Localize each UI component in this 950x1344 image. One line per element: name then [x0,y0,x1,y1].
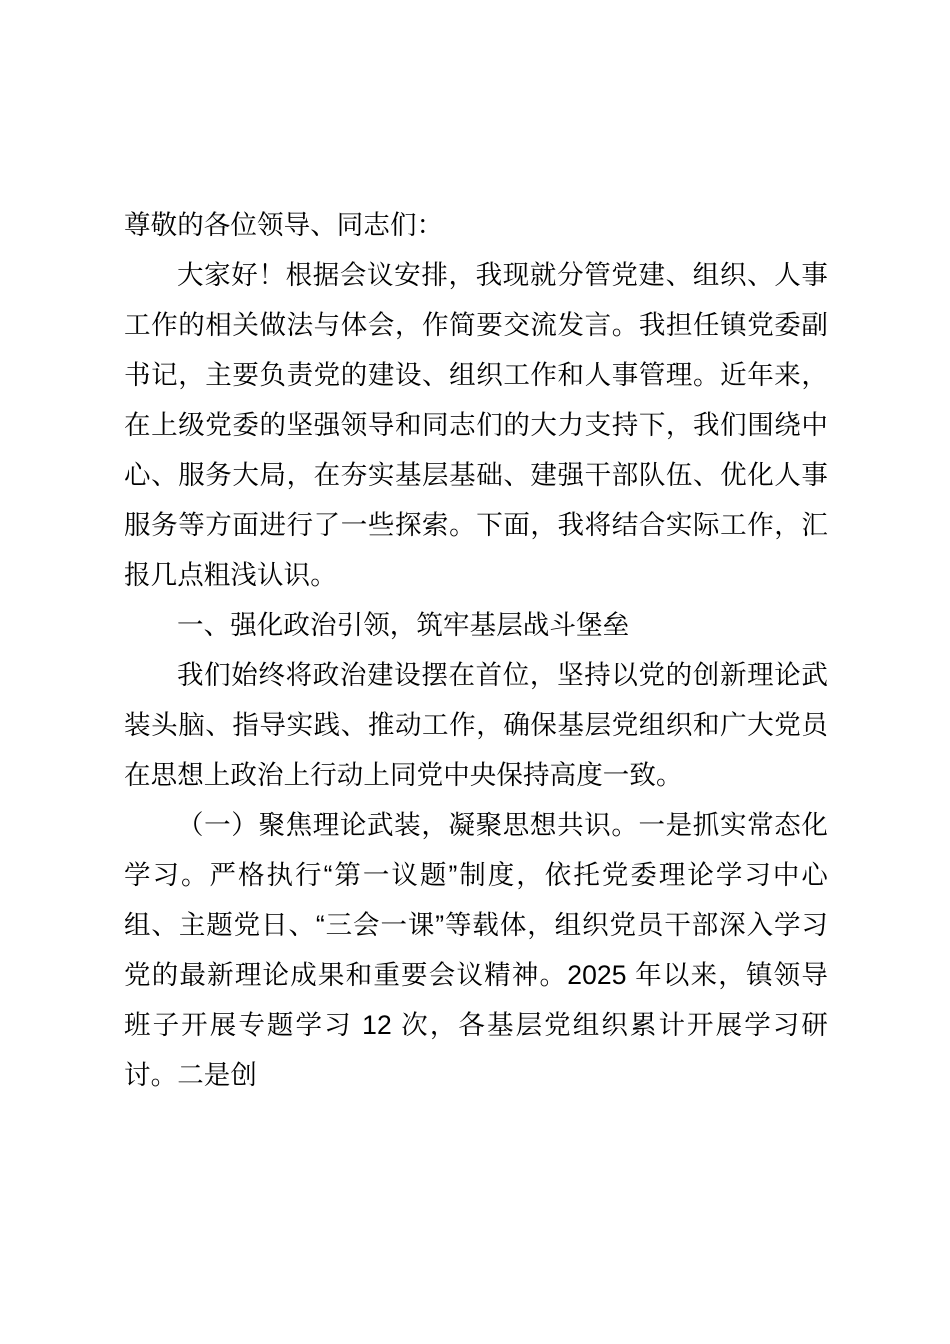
salutation-line: 尊敬的各位领导、同志们： [124,210,444,240]
subsection-1-1-paragraph: （一）聚焦理论武装，凝聚思想共识。一是抓实常态化学习。严格执行“第一议题”制度，依托党委理论学习中心组、主题党日、“三会一课”等载体，组织党员干部深入学习党的最新理论成果和重要会议精神。2025 年以来，镇领导班子开展专题学习 12 次，各基层党组织累计开展学习研讨。二是创 [124,810,828,1090]
document-content [124,0,828,1100]
opening-paragraph: 大家好！根据会议安排，我现就分管党建、组织、人事工作的相关做法与体会，作简要交流发言。我担任镇党委副书记，主要负责党的建设、组织工作和人事管理。近年来，在上级党委的坚强领导和同志们的大力支持下，我们围绕中心、服务大局，在夯实基层基础、建强干部队伍、优化人事服务等方面进行了一些探索。下面，我将结合实际工作，汇报几点粗浅认识。 [124,260,828,590]
section-1-paragraph: 我们始终将政治建设摆在首位，坚持以党的创新理论武装头脑、指导实践、推动工作，确保基层党组织和广大党员在思想上政治上行动上同党中央保持高度一致。 [124,660,828,790]
page-title [124,0,828,178]
section-heading-1: 一、强化政治引领，筑牢基层战斗堡垒 [177,610,630,640]
